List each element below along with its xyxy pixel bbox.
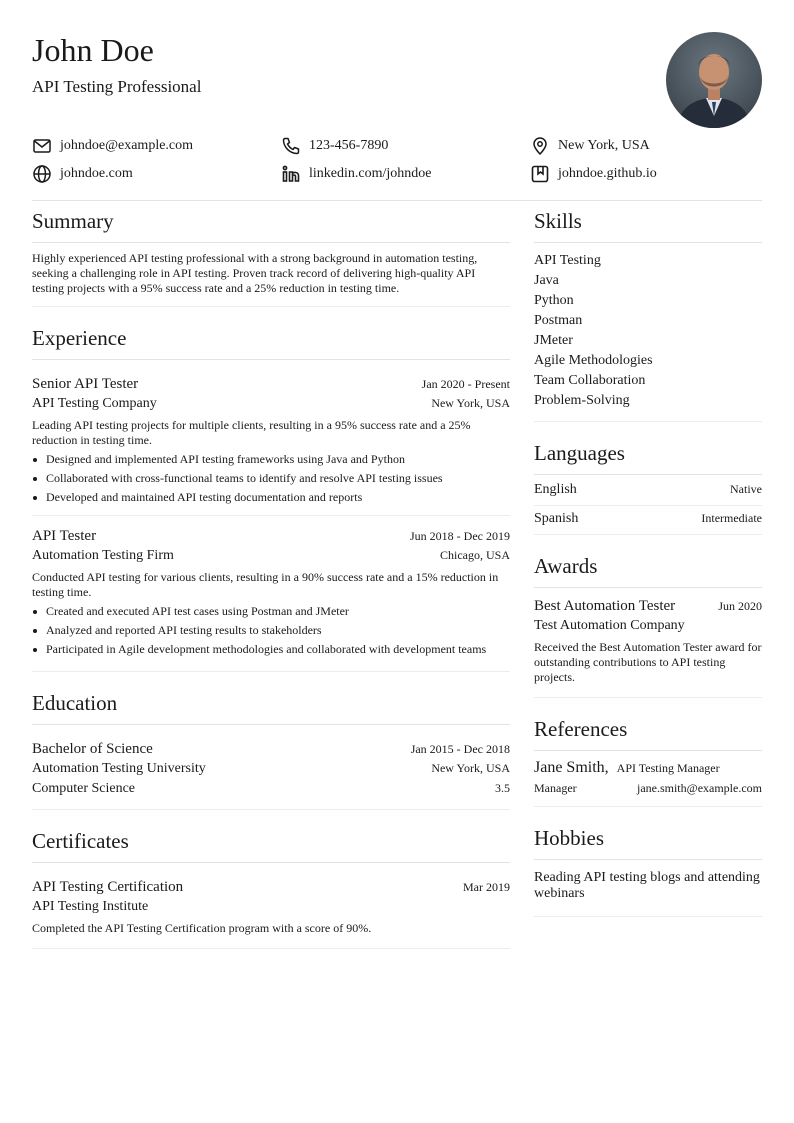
experience-summary: Conducted API testing for various clients, resulting in a 90% success rate and a 15% reduction in testing time. [32,570,499,599]
side-column [534,208,762,935]
skill-item: Problem-Solving [534,393,630,408]
hobby-text: Reading API testing blogs and attending webinars [534,870,760,901]
resume-header [32,32,762,132]
candidate-headline: API Testing Professional [32,77,202,96]
skill-item: Java [534,273,559,288]
mail-icon [32,136,52,156]
map-pin-icon [530,136,550,156]
certificate-date: Mar 2019 [463,880,510,894]
award-issuer: Test Automation Company [534,618,685,633]
certificates-heading: Certificates [32,828,510,863]
skills-heading: Skills [534,208,762,243]
experience-bullet: Developed and maintained API testing documentation and reports [32,490,510,505]
education-heading: Education [32,690,510,725]
certificate-name: API Testing Certification [32,879,184,895]
references-heading: References [534,716,762,751]
skill-item: Agile Methodologies [534,353,653,368]
experience-bullet: Analyzed and reported API testing results to stakeholders [32,623,510,638]
education-gpa: 3.5 [495,781,510,795]
language-item [534,477,762,505]
summary-section [32,208,510,307]
reference-relation: Manager [534,781,577,795]
language-name: Spanish [534,511,579,526]
experience-section [32,325,510,672]
contact-location [530,136,650,156]
summary-heading: Summary [32,208,510,243]
hobbies-heading: Hobbies [534,825,762,860]
education-section [32,690,510,810]
education-school: Automation Testing University [32,761,206,776]
experience-bullet: Designed and implemented API testing frameworks using Java and Python [32,452,510,467]
language-level: Native [730,482,762,496]
phone-icon [281,136,301,156]
skill-item: API Testing [534,253,601,268]
experience-location: Chicago, USA [440,548,510,562]
contact-website-text: johndoe.com [60,166,133,181]
education-location: New York, USA [431,761,510,775]
experience-location: New York, USA [431,396,510,410]
contact-linkedin[interactable] [281,164,431,184]
language-name: English [534,482,577,497]
certificates-section [32,828,510,949]
skill-item: JMeter [534,333,573,348]
education-entry [32,733,510,799]
award-description: Received the Best Automation Tester award for outstanding contributions to API testing projects. [534,640,762,684]
contact-phone-text: 123-456-7890 [309,138,389,153]
linkedin-icon [281,164,301,184]
contact-linkedin-text: linkedin.com/johndoe [309,166,432,181]
languages-heading: Languages [534,440,762,475]
contact-email-text: johndoe@example.com [60,138,194,153]
references-section [534,716,762,807]
skills-section [534,208,762,422]
award-date: Jun 2020 [718,599,762,613]
skill-item: Python [534,293,574,308]
education-degree: Bachelor of Science [32,741,153,757]
certificate-issuer: API Testing Institute [32,899,149,914]
experience-date: Jan 2020 - Present [421,377,510,391]
education-date: Jan 2015 - Dec 2018 [410,742,510,756]
certificate-description: Completed the API Testing Certification program with a score of 90%. [32,921,372,935]
experience-bullet: Created and executed API test cases using Postman and JMeter [32,604,510,619]
contact-github[interactable] [530,164,657,184]
experience-heading: Experience [32,325,510,360]
experience-entry [32,368,510,505]
awards-heading: Awards [534,553,762,588]
experience-bullet: Participated in Agile development methodologies and collaborated with development teams [32,642,510,657]
experience-company: Automation Testing Firm [32,548,174,563]
award-name: Best Automation Tester [534,598,676,614]
summary-text: Highly experienced API testing professional with a strong background in automation testing, seeking a challenging role in API testing. Proven track record of delivering high-quality API testing projects with a 95% success rate and a 25% reduction in testing time. [32,251,478,295]
experience-date: Jun 2018 - Dec 2019 [410,529,510,543]
experience-bullets [32,452,510,505]
header-divider [32,200,762,201]
profile-photo [666,32,762,128]
language-item [534,505,762,534]
education-field: Computer Science [32,781,136,796]
experience-summary: Leading API testing projects for multiple clients, resulting in a 95% success rate and a 25% reduction in testing time. [32,418,471,447]
reference-name: Jane Smith, [534,759,609,776]
reference-role: API Testing Manager [616,761,720,775]
experience-bullets [32,604,510,657]
bookmark-icon [530,164,550,184]
candidate-name: John Doe [32,32,154,68]
experience-entry [32,515,510,657]
contact-list [32,136,762,192]
globe-icon [32,164,52,184]
certificate-entry [32,871,510,936]
languages-section [534,440,762,535]
skill-item: Postman [534,313,583,328]
contact-github-text: johndoe.github.io [558,166,657,181]
experience-position: API Tester [32,528,97,544]
hobbies-section [534,825,762,917]
skill-item: Team Collaboration [534,373,646,388]
awards-section [534,553,762,698]
language-level: Intermediate [701,511,762,525]
reference-email[interactable]: jane.smith@example.com [636,781,762,795]
contact-location-text: New York, USA [558,138,650,153]
experience-company: API Testing Company [32,396,157,411]
experience-position: Senior API Tester [32,376,139,392]
experience-bullet: Collaborated with cross-functional teams to identify and resolve API testing issues [32,471,510,486]
contact-phone[interactable] [281,136,388,156]
contact-website[interactable] [32,164,133,184]
main-column [32,208,510,967]
contact-email[interactable] [32,136,193,156]
